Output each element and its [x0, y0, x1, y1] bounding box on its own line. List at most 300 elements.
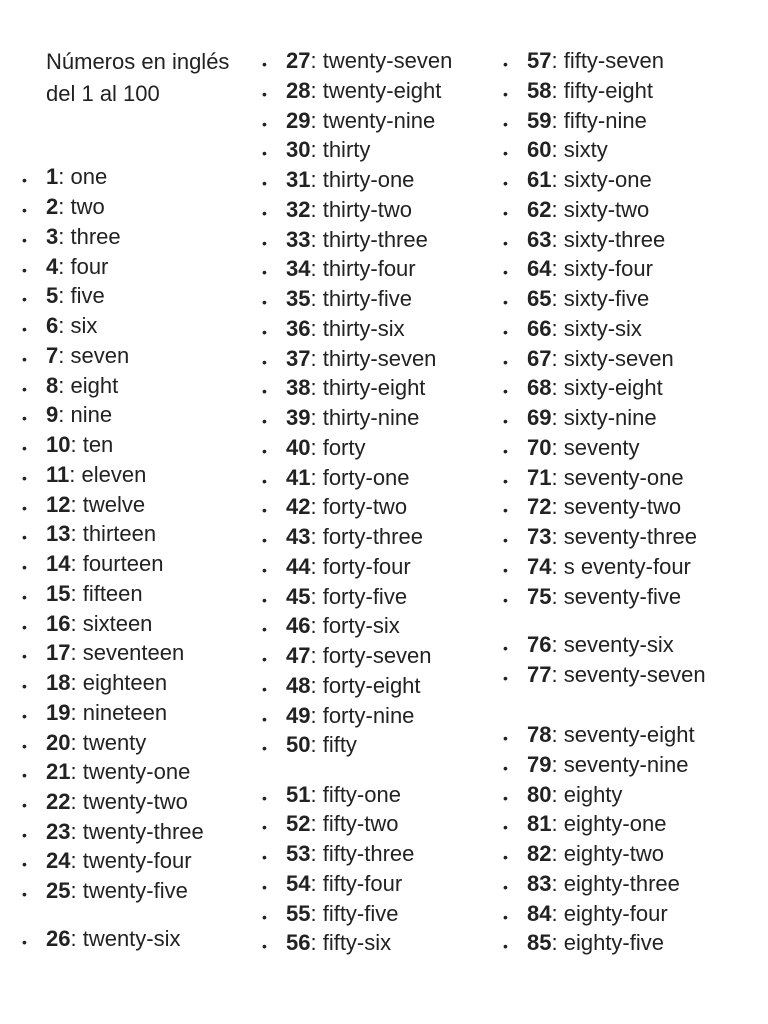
bullet-icon: • [503, 264, 508, 281]
bullet-icon: • [503, 442, 508, 459]
list-item [503, 582, 682, 612]
list-item [262, 463, 410, 493]
list-item [22, 609, 153, 639]
item-number: 62 [527, 196, 552, 222]
item-number: 57 [527, 48, 552, 73]
item-number: 39 [286, 405, 311, 430]
list-item [262, 839, 415, 869]
item-word: : forty-four [310, 553, 411, 579]
item-word: : ten [70, 432, 114, 457]
item-word: : fifty-six [310, 930, 392, 955]
bullet-icon: • [503, 591, 508, 608]
item-word: : sixty-nine [551, 405, 657, 430]
list-item [22, 924, 181, 954]
list-item [262, 780, 401, 810]
item-word: : seventy-seven [551, 662, 706, 687]
list-item [262, 135, 371, 165]
bullet-icon: • [503, 234, 508, 251]
item-number: 78 [527, 722, 552, 747]
bullet-icon: • [503, 561, 508, 578]
bullet-icon: • [22, 827, 27, 843]
bullet-icon: • [262, 56, 267, 72]
list-item [22, 430, 114, 460]
item-number: 24 [46, 848, 71, 873]
item-number: 82 [527, 841, 552, 866]
item-number: 76 [527, 632, 552, 657]
bullet-icon: • [22, 856, 27, 872]
bullet-icon: • [503, 849, 508, 865]
item-number: 84 [527, 901, 552, 926]
item-number: 35 [286, 286, 311, 311]
item-word: : sixty-seven [551, 345, 674, 371]
item-number: 81 [527, 811, 552, 836]
item-word: : four [58, 254, 109, 279]
bullet-icon: • [22, 648, 27, 664]
list-item [262, 611, 400, 641]
item-word: : fifty-nine [551, 107, 647, 133]
item-number: 5 [46, 283, 59, 308]
item-number: 42 [286, 494, 311, 520]
bullet-icon: • [22, 708, 27, 724]
item-number: 73 [527, 524, 552, 549]
list-item [262, 641, 432, 671]
item-number: 12 [46, 492, 71, 517]
bullet-icon: • [22, 559, 27, 575]
bullet-icon: • [262, 879, 267, 895]
list-item [22, 698, 168, 728]
bullet-icon: • [503, 323, 508, 340]
list-item [22, 757, 191, 787]
bullet-icon: • [22, 678, 27, 694]
item-number: 20 [46, 730, 71, 755]
bullet-icon: • [262, 323, 267, 340]
bullet-icon: • [503, 640, 508, 656]
number-column-1 [22, 0, 286, 1024]
bullet-icon: • [262, 115, 267, 132]
item-number: 10 [46, 432, 71, 457]
list-item [22, 549, 164, 579]
item-word: : thirty-nine [310, 405, 420, 430]
list-item [22, 579, 143, 609]
bullet-icon: • [262, 680, 267, 697]
item-word: : seventy [551, 434, 640, 460]
item-number: 75 [527, 583, 552, 609]
item-number: 13 [46, 521, 71, 546]
item-word: : seven [58, 343, 130, 368]
list-item [22, 162, 108, 192]
list-item [503, 195, 650, 225]
bullet-icon: • [262, 383, 267, 400]
list-item [503, 839, 664, 869]
list-item [262, 165, 415, 195]
bullet-icon: • [503, 383, 508, 400]
item-number: 16 [46, 611, 71, 636]
item-word: : fifty-seven [551, 48, 664, 73]
item-number: 9 [46, 402, 59, 427]
item-word: : eighty-two [551, 841, 664, 866]
item-word: : twenty [70, 730, 147, 755]
item-word: : sixty-six [551, 315, 642, 341]
item-number: 40 [286, 434, 311, 460]
item-word: : forty-seven [310, 643, 432, 668]
bullet-icon: • [503, 670, 508, 686]
item-word: : fifteen [70, 581, 143, 606]
bullet-icon: • [503, 204, 508, 221]
bullet-icon: • [22, 202, 27, 218]
item-word: : sixty-eight [551, 375, 663, 401]
item-word: : forty-six [310, 613, 400, 639]
number-column-2 [262, 0, 526, 1024]
list-item [503, 720, 695, 750]
bullet-icon: • [262, 849, 267, 865]
list-item [503, 660, 717, 690]
bullet-icon: • [262, 621, 267, 638]
item-word: : twenty-one [70, 759, 191, 784]
list-item [262, 344, 437, 374]
item-number: 65 [527, 286, 552, 311]
bullet-icon: • [503, 730, 508, 746]
list-item [262, 671, 421, 701]
item-number: 64 [527, 256, 552, 282]
item-number: 38 [286, 375, 311, 401]
bullet-icon: • [262, 264, 267, 281]
list-item [22, 222, 121, 252]
item-number: 47 [286, 643, 311, 668]
bullet-icon: • [262, 819, 267, 835]
number-column-3 [503, 0, 767, 1024]
list-item [503, 225, 666, 255]
item-word: : eighty-one [551, 811, 667, 836]
item-number: 19 [46, 700, 71, 725]
item-number: 30 [286, 137, 311, 163]
item-number: 3 [46, 224, 59, 249]
item-number: 18 [46, 670, 71, 695]
item-number: 74 [527, 553, 552, 579]
item-word: : eighty-four [551, 901, 668, 926]
list-item [503, 403, 657, 433]
item-word: : eighty-three [551, 871, 680, 896]
item-number: 23 [46, 819, 71, 844]
bullet-icon: • [503, 145, 508, 162]
item-word: : twelve [70, 492, 146, 517]
bullet-icon: • [262, 175, 267, 191]
bullet-icon: • [503, 294, 508, 310]
list-item [262, 403, 420, 433]
bullet-icon: • [503, 819, 508, 835]
item-number: 1 [46, 164, 59, 189]
item-word: : seventy-eight [551, 722, 695, 747]
list-item [22, 787, 188, 817]
item-number: 51 [286, 782, 311, 807]
list-item [22, 876, 188, 906]
bullet-icon: • [503, 353, 508, 370]
bullet-icon: • [22, 172, 27, 188]
bullet-icon: • [262, 442, 267, 459]
item-number: 52 [286, 811, 311, 836]
item-number: 66 [527, 315, 552, 341]
bullet-icon: • [262, 472, 267, 489]
list-item [503, 344, 674, 374]
item-word: : thirty-three [310, 226, 428, 252]
list-item [503, 750, 689, 780]
list-item [503, 433, 640, 463]
list-item [503, 552, 691, 582]
item-number: 6 [46, 313, 59, 338]
item-number: 67 [527, 345, 552, 371]
item-number: 54 [286, 871, 311, 896]
item-word: : twenty-six [70, 926, 181, 951]
list-item [22, 490, 146, 520]
item-number: 45 [286, 583, 311, 609]
item-word: : sixty-four [551, 256, 653, 282]
item-word: : fifty-eight [551, 77, 653, 103]
item-word: : fifty-one [310, 782, 401, 807]
item-number: 69 [527, 405, 552, 430]
item-number: 43 [286, 524, 311, 549]
list-item [262, 284, 412, 314]
item-word: : twenty-four [70, 848, 192, 873]
list-item [262, 373, 426, 403]
item-word: : eighty-five [551, 930, 664, 955]
item-number: 22 [46, 789, 71, 814]
list-item [262, 809, 399, 839]
bullet-icon: • [22, 291, 27, 307]
item-number: 72 [527, 494, 552, 520]
item-number: 85 [527, 930, 552, 955]
item-number: 7 [46, 343, 59, 368]
list-item [503, 869, 680, 899]
item-number: 59 [527, 107, 552, 133]
item-number: 34 [286, 256, 311, 282]
item-number: 33 [286, 226, 311, 252]
bullet-icon: • [503, 56, 508, 72]
list-item [262, 76, 442, 106]
item-number: 61 [527, 167, 552, 192]
item-word: : thirteen [70, 521, 157, 546]
list-item [262, 899, 399, 929]
item-word: : forty-eight [310, 672, 421, 698]
item-number: 28 [286, 77, 311, 103]
item-word: : thirty-five [310, 286, 412, 311]
item-number: 58 [527, 77, 552, 103]
item-word: : forty-two [310, 494, 408, 520]
list-item [22, 400, 113, 430]
list-item [262, 552, 411, 582]
bullet-icon: • [262, 413, 267, 429]
item-number: 2 [46, 194, 59, 219]
bullet-icon: • [262, 561, 267, 578]
item-word: : twenty-nine [310, 107, 436, 133]
page-title: Números en inglés del 1 al 100 [46, 49, 230, 106]
item-word: : fifty-two [310, 811, 399, 836]
item-word: : sixty [551, 137, 608, 163]
bullet-icon: • [262, 204, 267, 221]
item-word: : twenty-five [70, 878, 188, 903]
bullet-icon: • [262, 909, 267, 925]
bullet-icon: • [503, 760, 508, 776]
bullet-icon: • [22, 619, 27, 635]
list-item [22, 668, 168, 698]
item-word: : forty-three [310, 524, 423, 549]
list-item [262, 106, 436, 136]
bullet-icon: • [22, 262, 27, 278]
list-item [22, 519, 157, 549]
item-word: : thirty-two [310, 196, 412, 222]
item-word: : six [58, 313, 98, 338]
item-word: : two [58, 194, 105, 219]
bullet-icon: • [503, 115, 508, 132]
item-word: : forty-nine [310, 702, 415, 728]
list-item [503, 76, 653, 106]
bullet-icon: • [22, 381, 27, 397]
item-number: 31 [286, 167, 311, 192]
item-word: : fifty [310, 732, 357, 758]
bullet-icon: • [503, 790, 508, 806]
bullet-icon: • [503, 413, 508, 429]
item-word: : thirty [310, 137, 371, 163]
bullet-icon: • [22, 232, 27, 248]
list-item [503, 254, 653, 284]
item-word: : sixteen [70, 611, 153, 636]
bullet-icon: • [503, 502, 508, 519]
item-word: : five [58, 283, 105, 308]
list-item [22, 460, 147, 490]
list-item [503, 314, 642, 344]
item-number: 32 [286, 196, 311, 222]
list-item [262, 522, 423, 552]
list-item [262, 314, 405, 344]
item-word: : eleven [69, 462, 147, 487]
item-number: 36 [286, 315, 311, 341]
bullet-icon: • [22, 767, 27, 783]
bullet-icon: • [262, 591, 267, 608]
list-item [262, 433, 366, 463]
item-number: 27 [286, 48, 311, 73]
item-word: : twenty-eight [310, 77, 442, 103]
item-number: 8 [46, 373, 59, 398]
list-item [22, 192, 105, 222]
item-number: 60 [527, 137, 552, 163]
item-number: 4 [46, 254, 59, 279]
bullet-icon: • [262, 353, 267, 370]
list-item [262, 195, 412, 225]
item-word: : fifty-four [310, 871, 403, 896]
item-number: 44 [286, 553, 311, 579]
item-word: : seventy-three [551, 524, 697, 549]
bullet-icon: • [22, 529, 27, 545]
list-item [503, 928, 664, 958]
list-item [503, 284, 650, 314]
item-number: 53 [286, 841, 311, 866]
list-item [22, 371, 119, 401]
list-item [503, 106, 647, 136]
item-word: : thirty-four [310, 256, 416, 282]
list-item [22, 311, 98, 341]
bullet-icon: • [503, 472, 508, 489]
list-item [503, 780, 623, 810]
item-number: 26 [46, 926, 71, 951]
item-word: : sixty-three [551, 226, 666, 252]
bullet-icon: • [22, 321, 27, 337]
bullet-icon: • [262, 790, 267, 806]
list-item [503, 630, 674, 660]
bullet-icon: • [22, 500, 27, 516]
item-word: : twenty-seven [310, 48, 453, 73]
bullet-icon: • [22, 886, 27, 902]
item-number: 21 [46, 759, 71, 784]
item-number: 56 [286, 930, 311, 955]
item-number: 41 [286, 464, 311, 490]
item-word: : thirty-eight [310, 375, 426, 401]
list-item [503, 135, 608, 165]
list-item [22, 728, 147, 758]
list-item [22, 846, 192, 876]
item-word: : thirty-six [310, 315, 405, 341]
item-number: 11 [46, 462, 70, 487]
item-word: : twenty-two [70, 789, 188, 814]
bullet-icon: • [503, 938, 508, 954]
bullet-icon: • [22, 934, 27, 950]
item-word: : seventy-nine [551, 752, 689, 777]
item-number: 70 [527, 434, 552, 460]
item-word: : fifty-five [310, 901, 399, 926]
item-word: : sixty-two [551, 196, 650, 222]
item-number: 46 [286, 613, 311, 639]
list-item [262, 225, 428, 255]
item-number: 29 [286, 107, 311, 133]
item-word: : eighty [551, 782, 623, 807]
item-word: : seventy-six [551, 632, 674, 657]
bullet-icon: • [262, 502, 267, 519]
item-number: 77 [527, 662, 552, 687]
bullet-icon: • [262, 710, 267, 727]
item-number: 15 [46, 581, 71, 606]
item-word: : seventy-five [551, 583, 682, 609]
item-word: : forty-five [310, 583, 408, 609]
bullet-icon: • [22, 589, 27, 605]
list-item [22, 817, 204, 847]
item-word: : seventeen [70, 640, 185, 665]
item-number: 63 [527, 226, 552, 252]
item-number: 37 [286, 345, 311, 371]
item-word: : sixty-five [551, 286, 650, 311]
bullet-icon: • [503, 175, 508, 191]
bullet-icon: • [503, 879, 508, 895]
list-item [262, 701, 415, 731]
item-word: : nine [58, 402, 113, 427]
item-number: 50 [286, 732, 311, 758]
bullet-icon: • [22, 440, 27, 456]
list-item [262, 730, 357, 760]
bullet-icon: • [22, 738, 27, 754]
list-item [22, 252, 109, 282]
item-number: 25 [46, 878, 71, 903]
item-word: : s eventy-four [551, 553, 691, 579]
list-item [262, 46, 453, 76]
list-item [262, 492, 408, 522]
list-item [503, 165, 652, 195]
item-word: : thirty-seven [310, 345, 437, 371]
list-item [22, 341, 130, 371]
item-word: : forty-one [310, 464, 410, 490]
list-item [262, 582, 408, 612]
list-item [262, 869, 403, 899]
bullet-icon: • [262, 234, 267, 251]
bullet-icon: • [503, 85, 508, 102]
item-number: 17 [46, 640, 71, 665]
item-number: 68 [527, 375, 552, 401]
bullet-icon: • [262, 145, 267, 162]
